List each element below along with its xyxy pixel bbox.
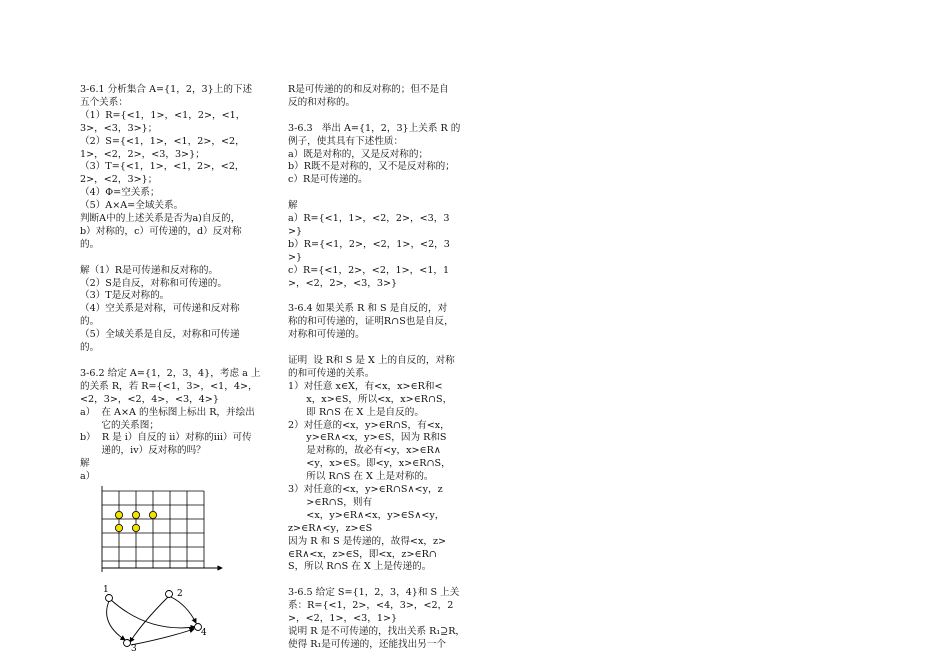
left-line: 3>，<3，3>}； bbox=[80, 122, 158, 134]
left-line: 的。 bbox=[80, 238, 100, 250]
right-line: 3-6.5 给定 S={1，2，3，4}和 S 上关 bbox=[288, 587, 460, 599]
left-line: 五个关系： bbox=[80, 96, 128, 108]
right-line: >，<2，1>，<3，1>} bbox=[288, 613, 398, 625]
left-line: 3-6.2 给定 A={1，2，3，4}，考虑 a 上 bbox=[80, 367, 261, 379]
right-line: 所以 R∩S 在 X 上是对称的。 bbox=[288, 471, 434, 483]
node-label: 2 bbox=[177, 589, 183, 599]
left-line: 的关系 R，若 R={<1，3>，<1，4>， bbox=[80, 380, 258, 392]
right-line: >，<2，2>，<3，3>} bbox=[288, 277, 398, 289]
left-line bbox=[80, 355, 275, 368]
right-line: y>∈R∧<x，y>∈S，因为 R和S bbox=[288, 432, 447, 444]
left-line: 判断A中的上述关系是否为a)自反的， bbox=[80, 213, 241, 225]
right-line: c）R是可传递的。 bbox=[288, 174, 368, 186]
node-3 bbox=[124, 640, 131, 647]
left-line: 它的关系图； bbox=[80, 419, 159, 431]
right-line: 解 bbox=[288, 200, 298, 212]
relation-point bbox=[132, 524, 139, 531]
edge-2-3 bbox=[130, 597, 168, 642]
right-line: z>∈R∧<y，z>∈S bbox=[288, 522, 373, 534]
right-line bbox=[288, 290, 483, 303]
left-line: 解 bbox=[80, 458, 90, 470]
right-line: >} bbox=[288, 251, 303, 263]
left-line: （3）T是反对称的。 bbox=[80, 290, 170, 302]
node-label: 4 bbox=[201, 628, 207, 638]
left-line: （3）T={<1，1>，<1，2>，<2， bbox=[80, 161, 245, 173]
right-line: 2）对任意的<x，y>∈R∩S，有<x， bbox=[288, 419, 450, 431]
right-line: 3-6.3 举出 A={1，2，3}上关系 R 的 bbox=[288, 122, 461, 134]
right-line: 对称和可传递的。 bbox=[288, 329, 365, 341]
right-column bbox=[288, 84, 483, 652]
left-line bbox=[80, 252, 275, 265]
right-line: <y，x>∈S。即<y，x>∈R∩S， bbox=[288, 458, 451, 470]
left-line: （5）全域关系是自反，对称和可传递 bbox=[80, 329, 240, 341]
left-line: （2）S={<1，1>，<1，2>，<2， bbox=[80, 135, 245, 147]
right-line bbox=[288, 110, 483, 123]
relation-point bbox=[132, 511, 139, 518]
relation-point bbox=[149, 511, 156, 518]
right-line: 说明 R 是不可传递的，找出关系 R₁⊇R， bbox=[288, 625, 466, 637]
left-line: <2，3>，<2，4>，<3，4>} bbox=[80, 393, 219, 405]
right-line: 3）对任意的<x，y>∈R∩S∧<y，z bbox=[288, 484, 443, 496]
right-line: 系：R={<1，2>，<4，3>，<2，2 bbox=[288, 600, 454, 612]
node-label: 3 bbox=[131, 644, 137, 654]
right-line: ∈R∧<x，z>∈S，即<x，z>∈R∩ bbox=[288, 548, 437, 560]
right-line: 因为 R 和 S 是传递的，故得<x，z> bbox=[288, 535, 447, 547]
right-line: a）R={<1，1>，<2，2>，<3，3 bbox=[288, 213, 450, 225]
right-line: c）R={<1，2>，<2，1>，<1，1 bbox=[288, 264, 450, 276]
left-line: 的。 bbox=[80, 316, 100, 328]
right-line: >} bbox=[288, 225, 303, 237]
node-1 bbox=[106, 595, 113, 602]
coordinate-grid-figure bbox=[88, 486, 228, 576]
left-line: 的。 bbox=[80, 342, 100, 354]
right-line bbox=[288, 574, 483, 587]
right-line: 是对称的，故必有<y，x>∈R∧ bbox=[288, 445, 441, 457]
right-line: 例子，使其具有下述性质： bbox=[288, 135, 404, 147]
right-line: S，所以 R∩S 在 X 上是传递的。 bbox=[288, 561, 432, 573]
right-line: 称的和可传递的，证明R∩S也是自反， bbox=[288, 316, 454, 328]
left-line: 递的，iv）反对称的吗？ bbox=[80, 445, 206, 457]
right-line: b）R={<1，2>，<2，1>，<2，3 bbox=[288, 238, 450, 250]
edge-1-3 bbox=[107, 601, 125, 640]
right-line: 即 R∩S 在 X 上是自反的。 bbox=[288, 406, 424, 418]
left-line: 1>，<2，2>，<3，3>}； bbox=[80, 148, 205, 160]
left-line: b） R 是 i）自反的 ii）对称的iii）可传 bbox=[80, 432, 252, 444]
right-line: 反的和对称的。 bbox=[288, 96, 356, 108]
left-column bbox=[80, 84, 275, 484]
right-line bbox=[288, 187, 483, 200]
relation-point bbox=[115, 524, 122, 531]
left-line: （4）Φ=空关系； bbox=[80, 187, 160, 199]
left-line: （1）R={<1，1>，<1，2>，<1， bbox=[80, 109, 246, 121]
right-line: 的和可传递的关系。 bbox=[288, 367, 375, 379]
right-line: a）既是对称的，又是反对称的； bbox=[288, 148, 429, 160]
right-line: 1）对任意 x∈X，有<x，x>∈R和< bbox=[288, 380, 443, 392]
left-line: 2>，<2，3>}； bbox=[80, 174, 158, 186]
right-line: 3-6.4 如果关系 R 和 S 是自反的，对 bbox=[288, 303, 448, 315]
left-line: 解（1）R是可传递和反对称的。 bbox=[80, 264, 219, 276]
left-line: b）对称的，c）可传递的，d）反对称 bbox=[80, 225, 242, 237]
relation-point bbox=[115, 511, 122, 518]
right-line: x，x>∈S，所以<x，x>∈R∩S， bbox=[288, 393, 453, 405]
right-line: >∈R∩S，则有 bbox=[288, 496, 373, 508]
relation-graph-figure bbox=[92, 583, 222, 655]
edge-2-4 bbox=[171, 597, 196, 623]
left-line: （2）S是自反，对称和可传递的。 bbox=[80, 277, 227, 289]
left-line: a） 在 A×A 的坐标图上标出 R，并绘出 bbox=[80, 406, 255, 418]
edge-3-4 bbox=[131, 629, 194, 645]
right-line: R是可传递的的和反对称的；但不是自 bbox=[288, 84, 449, 95]
node-label: 1 bbox=[103, 585, 109, 595]
right-line: <x，y>∈R∧<x，y>∈S∧<y， bbox=[288, 509, 445, 521]
left-line: （4）空关系是对称，可传递和反对称 bbox=[80, 303, 240, 315]
right-line: b）R既不是对称的，又不是反对称的； bbox=[288, 161, 455, 173]
right-line: 使得 R₁是可传递的，还能找出另一个 bbox=[288, 638, 447, 650]
node-2 bbox=[166, 591, 173, 598]
left-line: a） bbox=[80, 471, 96, 483]
left-line: （5）A×A=全域关系。 bbox=[80, 200, 184, 212]
right-line bbox=[288, 342, 483, 355]
right-line: 证明 设 R和 S 是 X 上的自反的，对称 bbox=[288, 354, 455, 366]
left-line: 3-6.1 分析集合 A={1，2，3}上的下述 bbox=[80, 84, 253, 95]
